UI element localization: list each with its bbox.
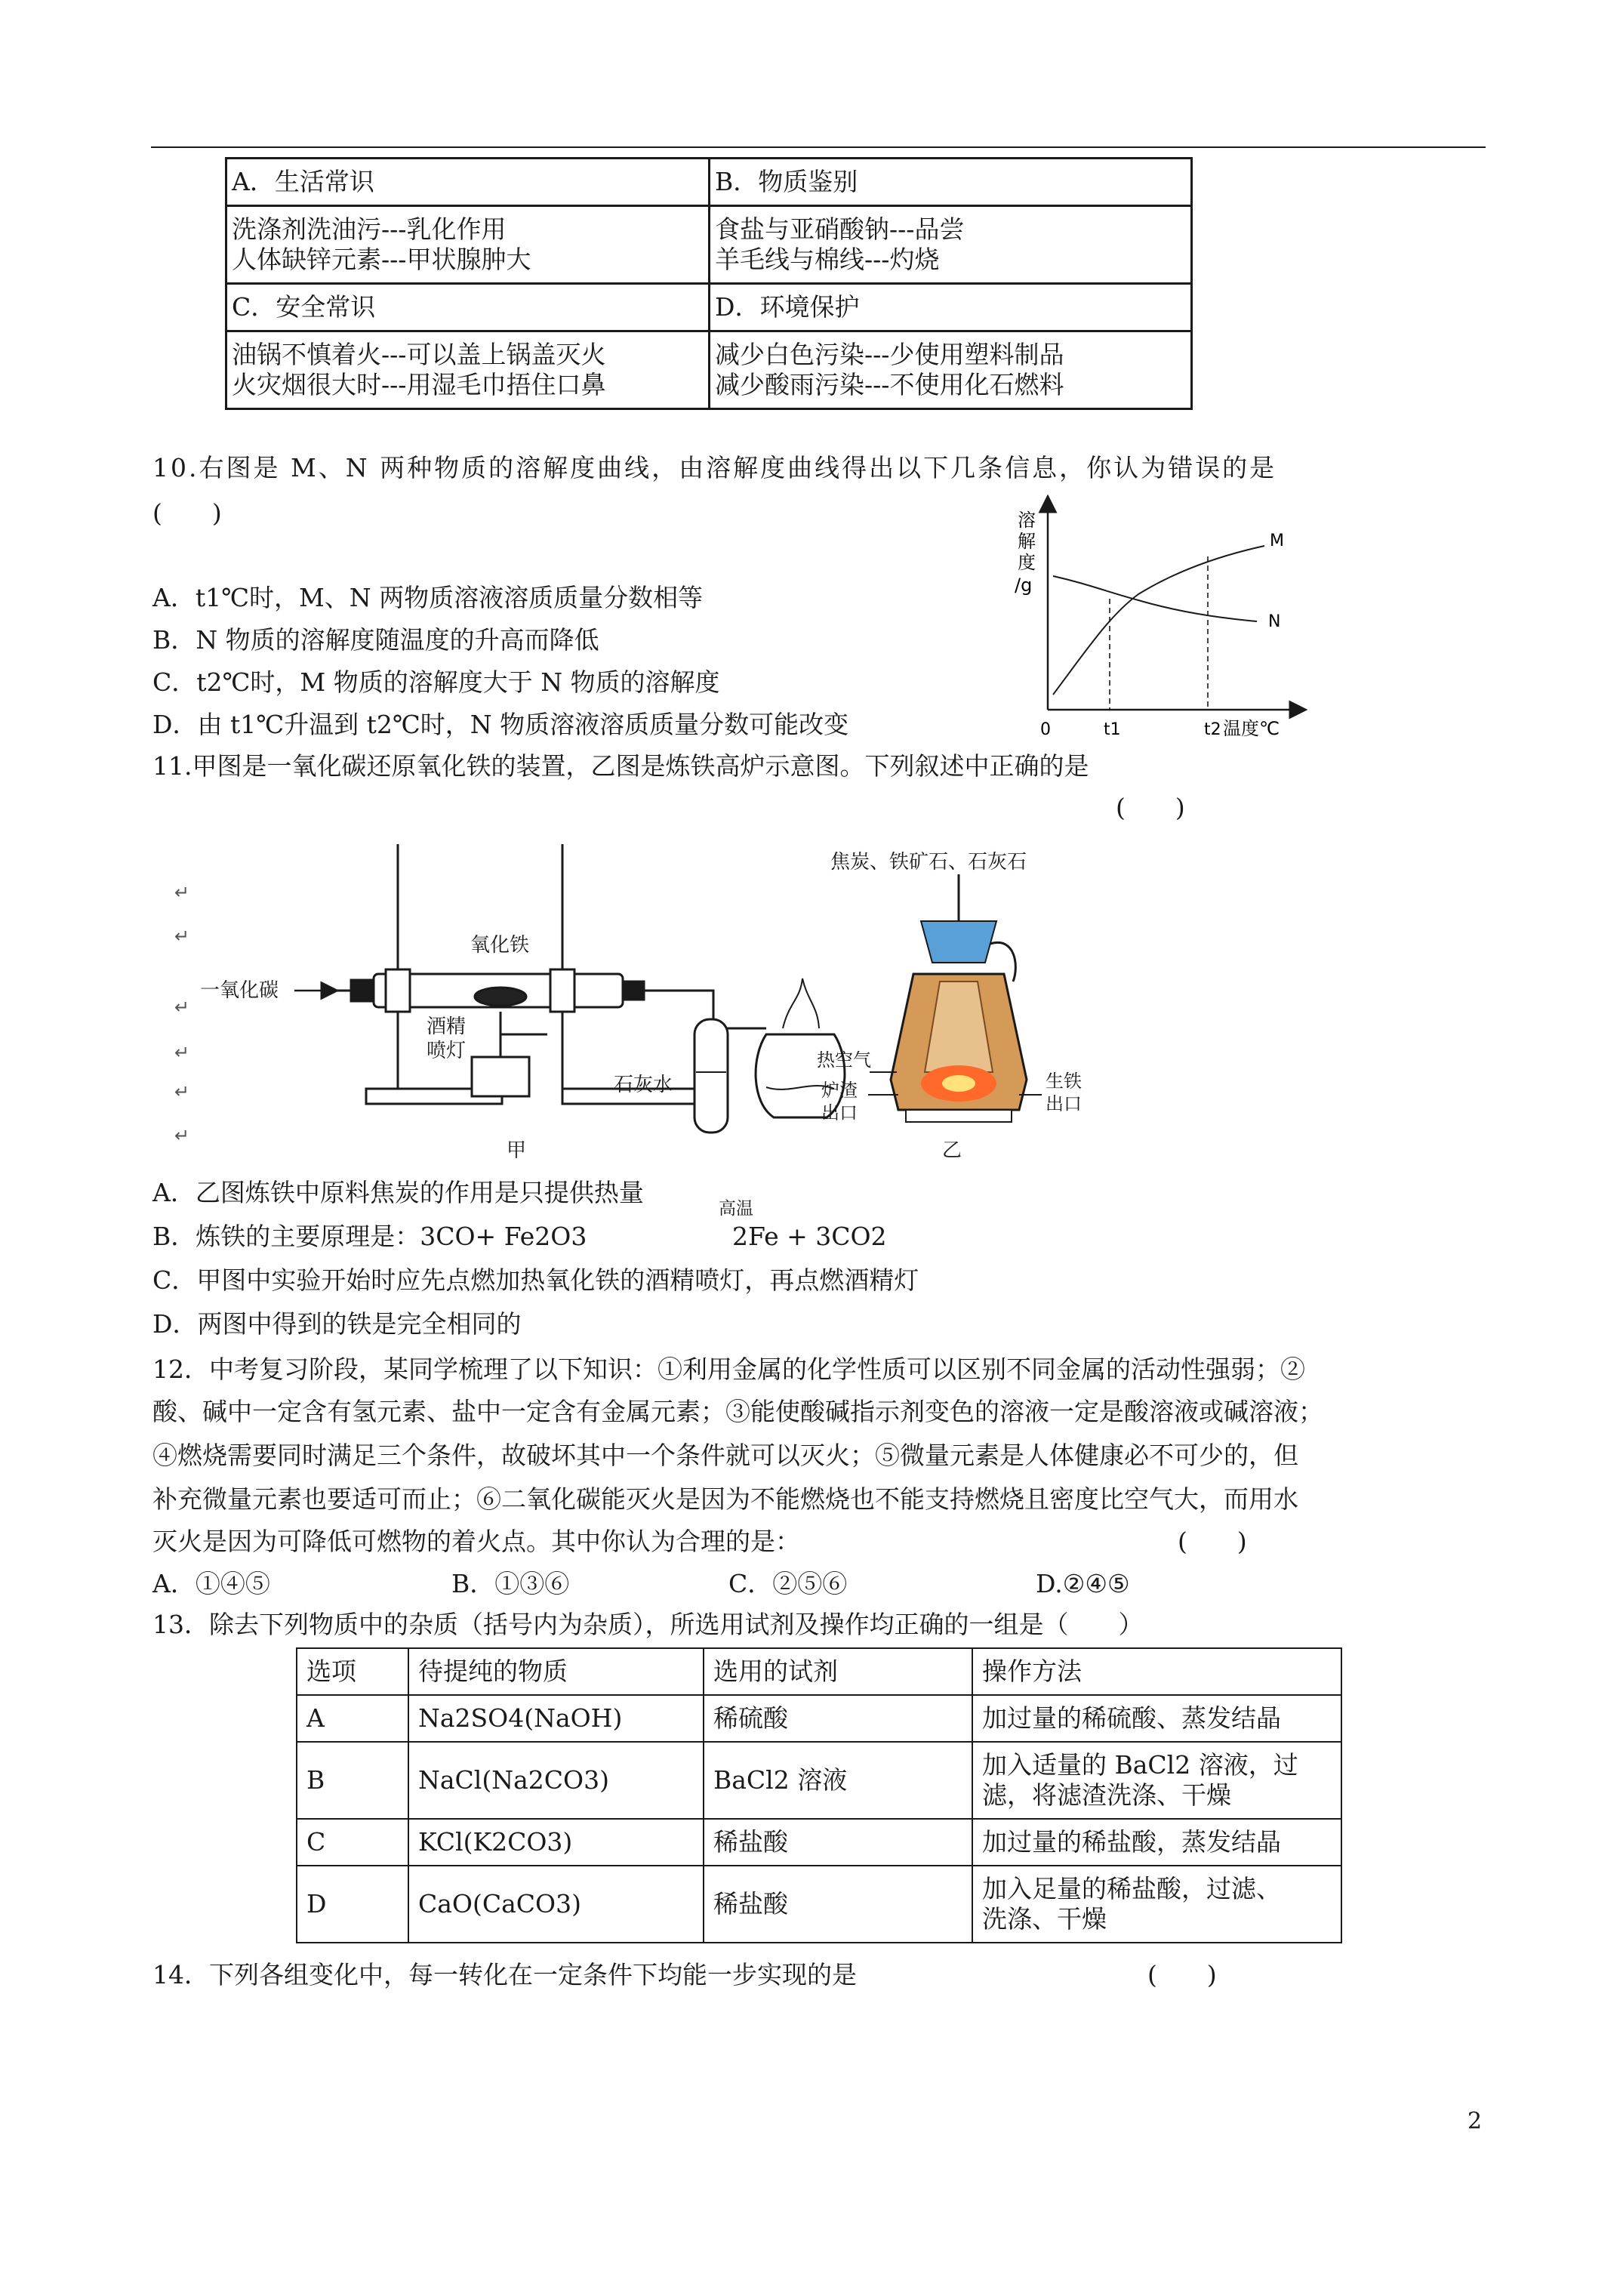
table-row	[226, 159, 1192, 206]
method-line: 滤，将滤渣洗涤、干燥	[982, 1780, 1231, 1810]
cell-reagent: 稀盐酸	[704, 1819, 972, 1866]
curve-n	[1053, 576, 1257, 621]
cell-text: 羊毛线与棉线---灼烧	[715, 245, 940, 274]
q12-option-c: C．②⑤⑥	[728, 1569, 848, 1598]
y-axis-label-2: 解	[1018, 531, 1036, 552]
q11-reaction-condition: 高温	[719, 1199, 753, 1219]
label-slag-1: 炉渣	[821, 1080, 858, 1101]
knowledge-table	[225, 157, 1193, 410]
q10-option-d: D．由 t1℃升温到 t2℃时，N 物质溶液溶质质量分数可能改变	[152, 710, 849, 739]
label-iron-2: 出口	[1046, 1093, 1082, 1114]
q11-option-b-product: 2Fe + 3CO2	[732, 1222, 887, 1251]
cell-option: C	[297, 1819, 408, 1866]
paragraph-mark: ↵	[174, 882, 190, 903]
q10-blank: ( )	[152, 498, 222, 528]
t2-label: t2	[1204, 720, 1221, 739]
cell-method	[972, 1742, 1341, 1819]
x-axis-label: 温度℃	[1223, 718, 1280, 739]
header-option: 选项	[297, 1648, 408, 1695]
flame	[783, 978, 819, 1028]
cell-reagent: 稀硫酸	[704, 1695, 972, 1742]
y-axis-label-1: 溶	[1018, 510, 1036, 531]
q14-stem: 14．下列各组变化中，每一转化在一定条件下均能一步实现的是	[152, 1960, 857, 1989]
label-iron-1: 生铁	[1046, 1071, 1082, 1092]
cell-text: D．环境保护	[715, 292, 860, 322]
paragraph-mark: ↵	[174, 1081, 190, 1102]
cell-text: 火灾烟很大时---用湿毛巾捂住口鼻	[232, 370, 606, 399]
y-axis-label-3: 度	[1018, 552, 1036, 573]
cell-substance: CaO(CaCO3)	[408, 1866, 704, 1943]
cell-option: B	[297, 1742, 408, 1819]
label-m: M	[1270, 532, 1284, 550]
q14-blank: ( )	[1147, 1960, 1217, 1989]
table-row	[297, 1742, 1341, 1819]
q12-option-a: A．①④⑤	[152, 1569, 270, 1598]
test-tube	[694, 1019, 728, 1133]
stopper	[351, 980, 374, 1001]
q10-option-a: A．t1℃时，M、N 两物质溶液溶质质量分数相等	[152, 583, 704, 612]
q12-line-3: ④燃烧需要同时满足三个条件，故破坏其中一个条件就可以灭火；⑤微量元素是人体健康必不可少的，但	[152, 1441, 1298, 1470]
q12-line-4: 补充微量元素也要适可而止；⑥二氧化碳能灭火是因为不能燃烧也不能支持燃烧且密度比空气大，而用水	[152, 1484, 1298, 1514]
cell-text: B．物质鉴别	[715, 167, 858, 196]
lamp-body	[472, 1057, 529, 1096]
iron-oxide-sample	[475, 988, 526, 1006]
label-lamp-2: 喷灯	[427, 1040, 467, 1062]
cell-reagent: BaCl2 溶液	[704, 1742, 972, 1819]
hot-zone-core	[942, 1075, 975, 1092]
purification-table	[296, 1647, 1342, 1943]
table-row	[297, 1695, 1341, 1742]
y-axis-label-4: /g	[1015, 575, 1033, 596]
cell-method: 加过量的稀盐酸，蒸发结晶	[972, 1819, 1341, 1866]
cell-substance: Na2SO4(NaOH)	[408, 1695, 704, 1742]
table-header-row	[297, 1648, 1341, 1695]
cell-text: C．安全常识	[232, 292, 376, 322]
header-rule	[151, 146, 1486, 148]
hopper	[921, 921, 996, 963]
table-row	[297, 1819, 1341, 1866]
table-cell	[710, 159, 1192, 206]
table-cell	[226, 206, 710, 284]
label-lamp-1: 酒精	[427, 1015, 467, 1038]
cell-text: A．生活常识	[232, 167, 374, 196]
label-co: 一氧化碳	[200, 979, 279, 1002]
q12-line-5: 灭火是因为可降低可燃物的着火点。其中你认为合理的是：	[152, 1527, 800, 1556]
paragraph-mark: ↵	[174, 926, 190, 947]
label-limewater: 石灰水	[614, 1074, 673, 1096]
table-row	[226, 284, 1192, 331]
q11-option-d: D．两图中得到的铁是完全相同的	[152, 1309, 522, 1339]
cell-substance: NaCl(Na2CO3)	[408, 1742, 704, 1819]
figure-yi	[815, 831, 1102, 1163]
table-cell	[226, 159, 710, 206]
q13-stem: 13．除去下列物质中的杂质（括号内为杂质），所选用试剂及操作均正确的一组是（ ）	[152, 1610, 1144, 1639]
table-cell	[226, 284, 710, 331]
t1-label: t1	[1104, 720, 1121, 739]
label-n: N	[1268, 612, 1281, 631]
cell-text: 食盐与亚硝酸钠---品尝	[715, 214, 965, 244]
furnace-base	[906, 1110, 1012, 1122]
cell-text: 人体缺锌元素---甲状腺肿大	[232, 245, 531, 274]
method-line: 洗涤、干燥	[982, 1904, 1107, 1934]
header-method: 操作方法	[972, 1648, 1341, 1695]
cell-option: A	[297, 1695, 408, 1742]
cell-method: 加过量的稀硫酸、蒸发结晶	[972, 1695, 1341, 1742]
caption-jia: 甲	[507, 1139, 527, 1162]
page-number: 2	[1467, 2108, 1483, 2134]
q12-option-d: D.②④⑤	[1036, 1569, 1130, 1598]
q11-option-c: C．甲图中实验开始时应先点燃加热氧化铁的酒精喷灯，再点燃酒精灯	[152, 1265, 919, 1295]
header-reagent: 选用的试剂	[704, 1648, 972, 1695]
q11-option-b: B．炼铁的主要原理是：3CO+ Fe2O3	[152, 1222, 587, 1251]
cell-text: 减少白色污染---少使用塑料制品	[715, 340, 1064, 369]
table-cell	[710, 331, 1192, 409]
q12-blank: ( )	[1178, 1527, 1247, 1556]
table-cell	[710, 206, 1192, 284]
q11-stem: 11.甲图是一氧化碳还原氧化铁的装置，乙图是炼铁高炉示意图。下列叙述中正确的是	[152, 751, 1089, 781]
paragraph-mark: ↵	[174, 1042, 190, 1063]
table-cell	[710, 284, 1192, 331]
paragraph-mark: ↵	[174, 997, 190, 1018]
table-row	[226, 206, 1192, 284]
solubility-graph	[996, 495, 1313, 744]
q12-option-b: B．①③⑥	[451, 1569, 570, 1598]
q12-line-2: 酸、碱中一定含有氢元素、盐中一定含有金属元素；③能使酸碱指示剂变色的溶液一定是酸溶液或碱溶液；	[152, 1397, 1323, 1426]
q11-blank: ( )	[1116, 793, 1185, 822]
cell-option: D	[297, 1866, 408, 1943]
label-fe2o3: 氧化铁	[470, 934, 530, 957]
cell-substance: KCl(K2CO3)	[408, 1819, 704, 1866]
q10-option-b: B．N 物质的溶解度随温度的升高而降低	[152, 625, 599, 655]
cell-method	[972, 1866, 1341, 1943]
label-slag-2: 出口	[821, 1102, 858, 1123]
label-hot-air: 热空气	[817, 1049, 871, 1071]
stopper	[623, 982, 644, 1000]
cell-text: 洗涤剂洗油污---乳化作用	[232, 214, 507, 244]
method-line: 加入适量的 BaCl2 溶液，过	[982, 1750, 1298, 1780]
tube-clamp	[386, 969, 410, 1012]
figure-jia	[170, 831, 895, 1163]
table-cell	[226, 331, 710, 409]
paragraph-mark: ↵	[174, 1125, 190, 1146]
q10-stem: 10.右图是 M、N 两种物质的溶解度曲线，由溶解度曲线得出以下几条信息，你认为错误的是	[152, 453, 1277, 482]
q12-line-1: 12．中考复习阶段，某同学梳理了以下知识：①利用金属的化学性质可以区别不同金属的活动性强弱；②	[152, 1354, 1305, 1384]
method-line: 加入足量的稀盐酸，过滤、	[982, 1874, 1281, 1903]
table-row	[297, 1866, 1341, 1943]
table-row	[226, 331, 1192, 409]
label-top: 焦炭、铁矿石、石灰石	[830, 851, 1027, 874]
tube-clamp	[550, 969, 574, 1012]
curve-m	[1053, 546, 1264, 695]
header-substance: 待提纯的物质	[408, 1648, 704, 1695]
caption-yi: 乙	[942, 1139, 962, 1162]
origin-label: 0	[1040, 720, 1051, 739]
cell-text: 减少酸雨污染---不使用化石燃料	[715, 370, 1064, 399]
cell-reagent: 稀盐酸	[704, 1866, 972, 1943]
cell-text: 油锅不慎着火---可以盖上锅盖灭火	[232, 340, 606, 369]
q11-option-a: A．乙图炼铁中原料焦炭的作用是只提供热量	[152, 1178, 644, 1207]
q10-option-c: C．t2℃时，M 物质的溶解度大于 N 物质的溶解度	[152, 667, 720, 697]
